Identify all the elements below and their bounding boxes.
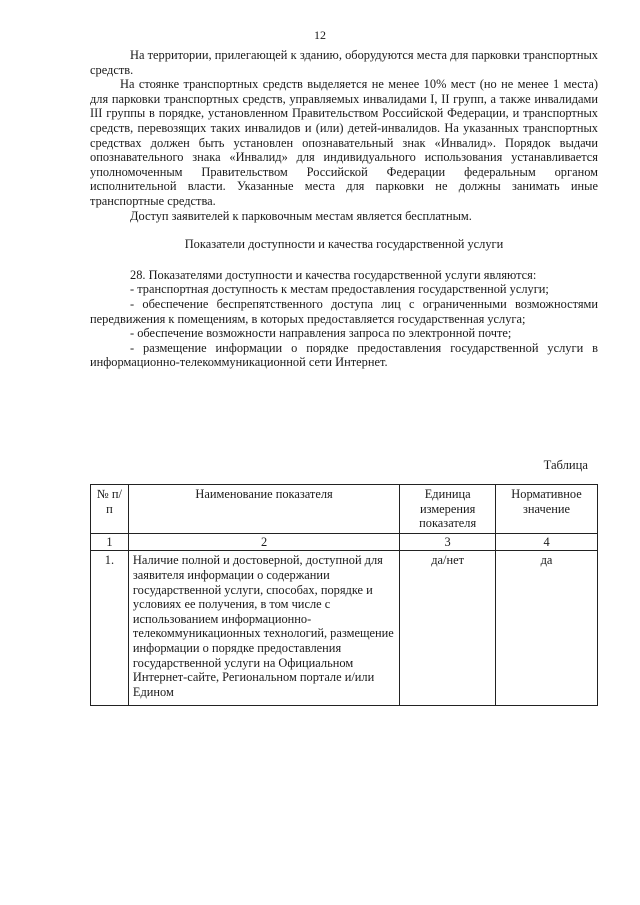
row-number: 1. <box>91 551 129 706</box>
page-number: 12 <box>314 28 326 42</box>
item-28-bullet: - обеспечение беспрепятственного доступа лиц с ограниченными возможностями передвижения к помещениям, в которых предоставляется государственная услуга; <box>90 296 598 326</box>
paragraph-parking: На территории, прилегающей к зданию, оборудуются места для парковки транспортных средств. <box>90 48 598 77</box>
table-caption: Таблица <box>543 458 588 472</box>
header-normative-value: Нормативное значение <box>496 485 598 534</box>
section-heading: Показатели доступности и качества государственной услуги <box>184 237 504 252</box>
column-number: 3 <box>400 533 496 551</box>
header-unit: Единица измерения показателя <box>400 485 496 534</box>
row-value: да <box>496 551 598 706</box>
row-indicator-text: Наличие полной и достоверной, доступной для заявителя информации о содержании государственной услуги, способах, порядке и условиях ее получения, в том числе с использованием информационно-телекоммуникационных технологий, размещение информации о порядке предоставления государственной услуги на Официальном Интернет-сайте, Региональном портале и/или Едином <box>132 553 394 699</box>
paragraph-free-access: Доступ заявителей к парковочным местам является бесплатным. <box>130 208 472 223</box>
header-indicator-name: Наименование показателя <box>128 485 399 534</box>
document-body <box>90 48 598 370</box>
header-number: № п/п <box>91 485 129 534</box>
table-row <box>91 551 598 706</box>
column-number: 1 <box>91 533 129 551</box>
column-number: 2 <box>128 533 399 551</box>
indicators-table <box>90 484 598 706</box>
table-column-numbers-row <box>91 533 598 551</box>
item-28-intro: 28. Показателями доступности и качества государственной услуги являются: <box>130 267 537 282</box>
paragraph-disabled-parking: На стоянке транспортных средств выделяется не менее 10% мест (но не менее 1 места) для парковки транспортных средств, управляемых инвалидами I, II групп, а также инвалидами III группы в порядке, установленном Правительством Российской Федерации, и транспортных средств, перевозящих таких инвалидов и (или) детей-инвалидов. На указанных транспортных средствах должен быть установлен опознавательный знак «Инвалид». Порядок выдачи опознавательного знака «Инвалид» для индивидуального использования устанавливается уполномоченным Правительством Российской Федерации федеральным органом исполнительной власти. Указанные места для парковки не должны занимать иные транспортные средства. <box>90 77 598 208</box>
row-unit: да/нет <box>400 551 496 706</box>
row-indicator-name <box>128 551 399 706</box>
item-28-bullet: - транспортная доступность к местам предоставления государственной услуги; <box>130 282 549 297</box>
table-header-row <box>91 485 598 534</box>
item-28-bullet: - обеспечение возможности направления запроса по электронной почте; <box>130 326 512 341</box>
item-28-bullet: - размещение информации о порядке предоставления государственной услуги в информационно-телекоммуникационной сети Интернет. <box>90 340 598 370</box>
column-number: 4 <box>496 533 598 551</box>
